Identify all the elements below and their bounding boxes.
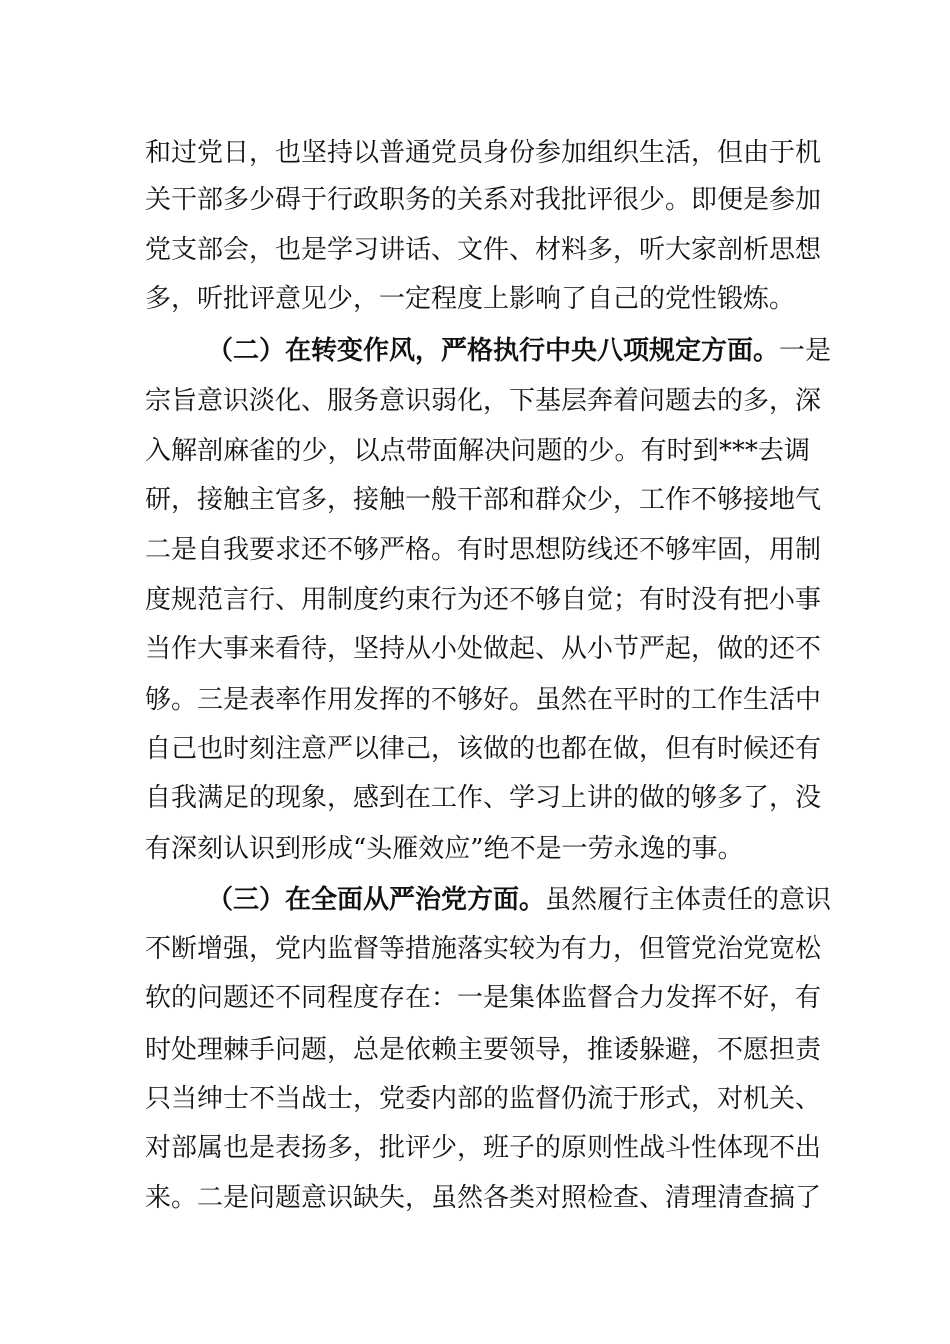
p2-line-6: 当作大事来看待，坚持从小处做起、从小节严起，做的还不 xyxy=(145,634,822,664)
p2-line-8: 自己也时刻注意严以律己，该做的也都在做，但有时候还有 xyxy=(145,734,822,764)
p3-line-5: 对部属也是表扬多，批评少，班子的原则性战斗性体现不出 xyxy=(145,1133,822,1163)
p1-line-3: 党支部会，也是学习讲话、文件、材料多，听大家剖析思想 xyxy=(145,235,822,265)
p2-first-line-rest: 一是 xyxy=(779,336,832,366)
p1-line-1: 和过党日，也坚持以普通党员身份参加组织生活，但由于机 xyxy=(145,138,822,168)
p3-line-6: 来。二是问题意识缺失，虽然各类对照检查、清理清查搞了 xyxy=(145,1183,822,1213)
p3-first-line xyxy=(207,880,832,920)
p2-line-9: 自我满足的现象，感到在工作、学习上讲的做的够多了，没 xyxy=(145,783,822,813)
p3-first-line-rest: 虽然履行主体责任的意识 xyxy=(545,885,832,915)
p3-line-4: 只当绅士不当战士，党委内部的监督仍流于形式，对机关、 xyxy=(145,1084,822,1114)
p2-heading: （二）在转变作风，严格执行中央八项规定方面。 xyxy=(207,336,780,366)
p2-line-10: 有深刻认识到形成“头雁效应”绝不是一劳永逸的事。 xyxy=(145,834,744,864)
p2-line-1: 宗旨意识淡化、服务意识弱化，下基层奔着问题去的多，深 xyxy=(145,386,822,416)
p2-line-2: 入解剖麻雀的少，以点带面解决问题的少。有时到***去调 xyxy=(145,436,810,466)
p2-first-line xyxy=(207,331,832,371)
p3-line-2: 软的问题还不同程度存在：一是集体监督合力发挥不好，有 xyxy=(145,983,822,1013)
p3-line-3: 时处理棘手问题，总是依赖主要领导，推诿躲避，不愿担责 xyxy=(145,1035,822,1065)
p1-line-4: 多，听批评意见少，一定程度上影响了自己的党性锻炼。 xyxy=(145,284,796,314)
p2-line-5: 度规范言行、用制度约束行为还不够自觉；有时没有把小事 xyxy=(145,585,822,615)
p2-line-7: 够。三是表率作用发挥的不够好。虽然在平时的工作生活中 xyxy=(145,685,822,715)
p3-line-1: 不断增强，党内监督等措施落实较为有力，但管党治党宽松 xyxy=(145,934,822,964)
p2-line-3: 研，接触主官多，接触一般干部和群众少，工作不够接地气 xyxy=(145,485,822,515)
p3-heading: （三）在全面从严治党方面。 xyxy=(207,885,546,915)
p2-line-4: 二是自我要求还不够严格。有时思想防线还不够牢固，用制 xyxy=(145,535,822,565)
p1-line-2: 关干部多少碍于行政职务的关系对我批评很少。即便是参加 xyxy=(145,185,822,215)
